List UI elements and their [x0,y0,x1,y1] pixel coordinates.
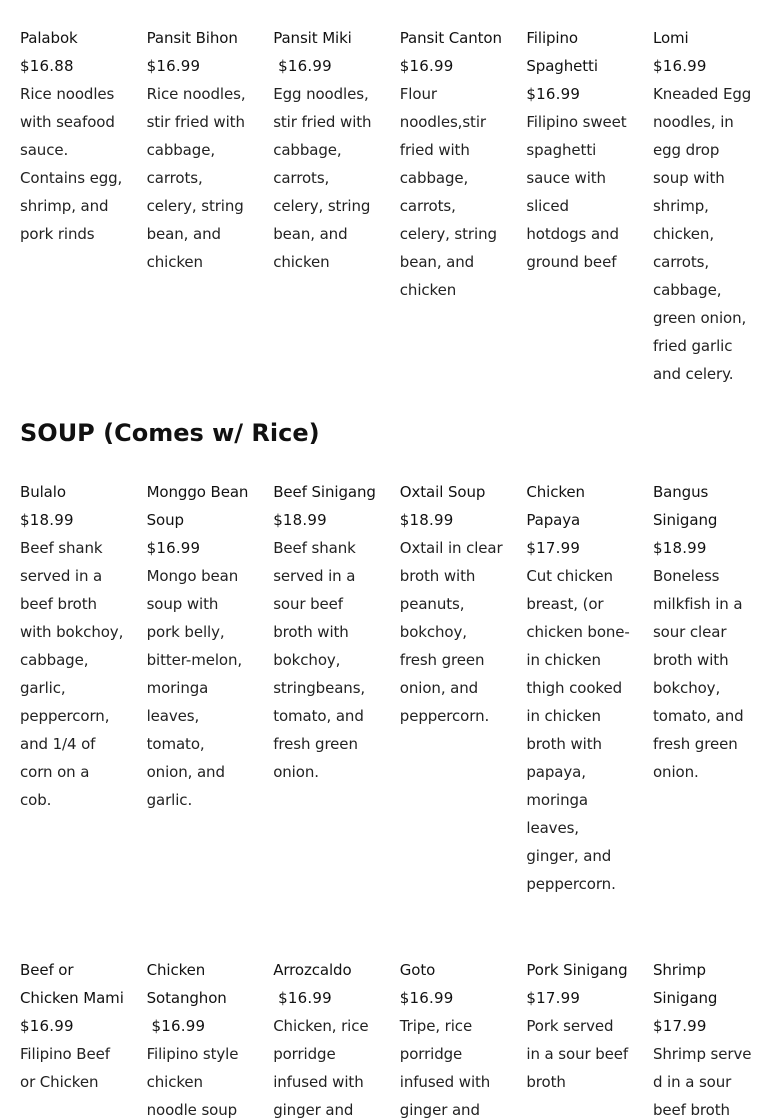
item-name: Pork Sinigang [526,961,628,979]
item-description: Pork served in a sour beef broth [526,1017,629,1091]
soup-grid-row1 [20,478,760,898]
item-price: $17.99 [526,989,581,1007]
item-price: $16.88 [20,57,74,75]
item-name: Goto [399,961,436,979]
item-name: Palabok [20,29,78,47]
item-description: Rice noodles with seafood sauce. Contains egg, shrimp, and pork rinds [20,85,123,243]
item-price: $16.99 [146,1017,206,1035]
item-name: Beef Sinigang [273,483,376,501]
item-description: Egg noodles, stir fried with cabbage, carrots, celery, string bean, and chicken [273,85,372,271]
item-price: $17.99 [526,539,581,557]
item-name: Monggo Bean Soup [146,483,249,529]
section-title: SOUP (Comes w/ Rice) [20,419,320,447]
item-name: Pansit Miki [273,29,352,47]
menu-item [526,956,636,1096]
menu-item [273,478,383,786]
item-description: Shrimp serve d in a sour beef broth [652,1045,752,1119]
item-name: Arrozcaldo [273,961,352,979]
soup-grid-row2 [20,956,760,1119]
item-description: Filipino sweet spaghetti sauce with sliced hotdogs and ground beef [526,113,627,271]
item-price: $16.99 [652,57,707,75]
item-name: Pansit Canton [399,29,502,47]
item-description: Filipino style chicken noodle soup [146,1045,239,1119]
item-description: Beef shank served in a beef broth with bokchoy, cabbage, garlic, peppercorn, and 1/4 of corn on a cob. [20,539,124,809]
menu-item [20,478,130,814]
item-price: $16.99 [146,57,201,75]
item-description: Beef shank served in a sour beef broth with bokchoy, stringbeans, tomato, and fresh green onion. [273,539,366,781]
item-price: $16.99 [273,989,332,1007]
noodles-grid [20,24,760,388]
menu-item [20,956,130,1096]
item-description: Filipino Beef or Chicken [20,1045,110,1091]
item-description: Flour noodles,stir fried with cabbage, carrots, celery, string bean, and chicken [399,85,497,299]
item-price: $18.99 [273,511,327,529]
item-name: Oxtail Soup [399,483,486,501]
item-description: Chicken, rice porridge infused with ginger and [273,1017,369,1119]
item-name: Lomi [652,29,689,47]
menu-item [526,24,636,276]
item-price: $18.99 [652,539,707,557]
item-name: Pansit Bihon [146,29,238,47]
menu-item [400,956,510,1119]
item-price: $16.99 [273,57,332,75]
menu-item [400,478,510,730]
item-description: Oxtail in clear broth with peanuts, bokchoy, fresh green onion, and peppercorn. [399,539,503,725]
item-name: Shrimp Sinigang [652,961,718,1007]
menu-item [147,24,257,276]
menu-item [273,956,383,1119]
item-description: Tripe, rice porridge infused with ginger and [399,1017,491,1119]
item-price: $16.99 [399,57,454,75]
menu-item [273,24,383,276]
menu-item [653,956,759,1119]
item-description: Kneaded Egg noodles, in egg drop soup with shrimp, chicken, carrots, cabbage, green onion, fried garlic and celery. [652,85,752,383]
item-price: $16.99 [146,539,201,557]
item-name: Filipino Spaghetti [526,29,598,75]
item-description: Cut chicken breast, (or chicken bone-in chicken thigh cooked in chicken broth with papaya, moringa leaves, ginger, and peppercorn. [526,567,630,893]
menu-item [400,24,510,304]
item-description: Rice noodles, stir fried with cabbage, carrots, celery, string bean, and chicken [146,85,246,271]
item-name: Bulalo [20,483,66,501]
item-description: Mongo bean soup with pork belly, bitter-melon, moringa leaves, tomato, onion, and garlic. [146,567,243,809]
item-name: Bangus Sinigang [652,483,718,529]
menu-item [653,24,759,388]
item-price: $16.99 [20,1017,74,1035]
item-name: Chicken Sotanghon [146,961,227,1007]
item-description: Boneless milkfish in a sour clear broth with bokchoy, tomato, and fresh green onion. [652,567,744,781]
item-price: $16.99 [399,989,454,1007]
menu-item [147,956,257,1119]
menu-item [526,478,636,898]
menu-item [147,478,257,814]
menu-item [653,478,759,786]
item-price: $18.99 [20,511,74,529]
item-name: Chicken Papaya [526,483,585,529]
item-name: Beef or Chicken Mami [20,961,124,1007]
item-price: $17.99 [652,1017,707,1035]
item-price: $18.99 [399,511,454,529]
menu-item [20,24,130,248]
item-price: $16.99 [526,85,581,103]
